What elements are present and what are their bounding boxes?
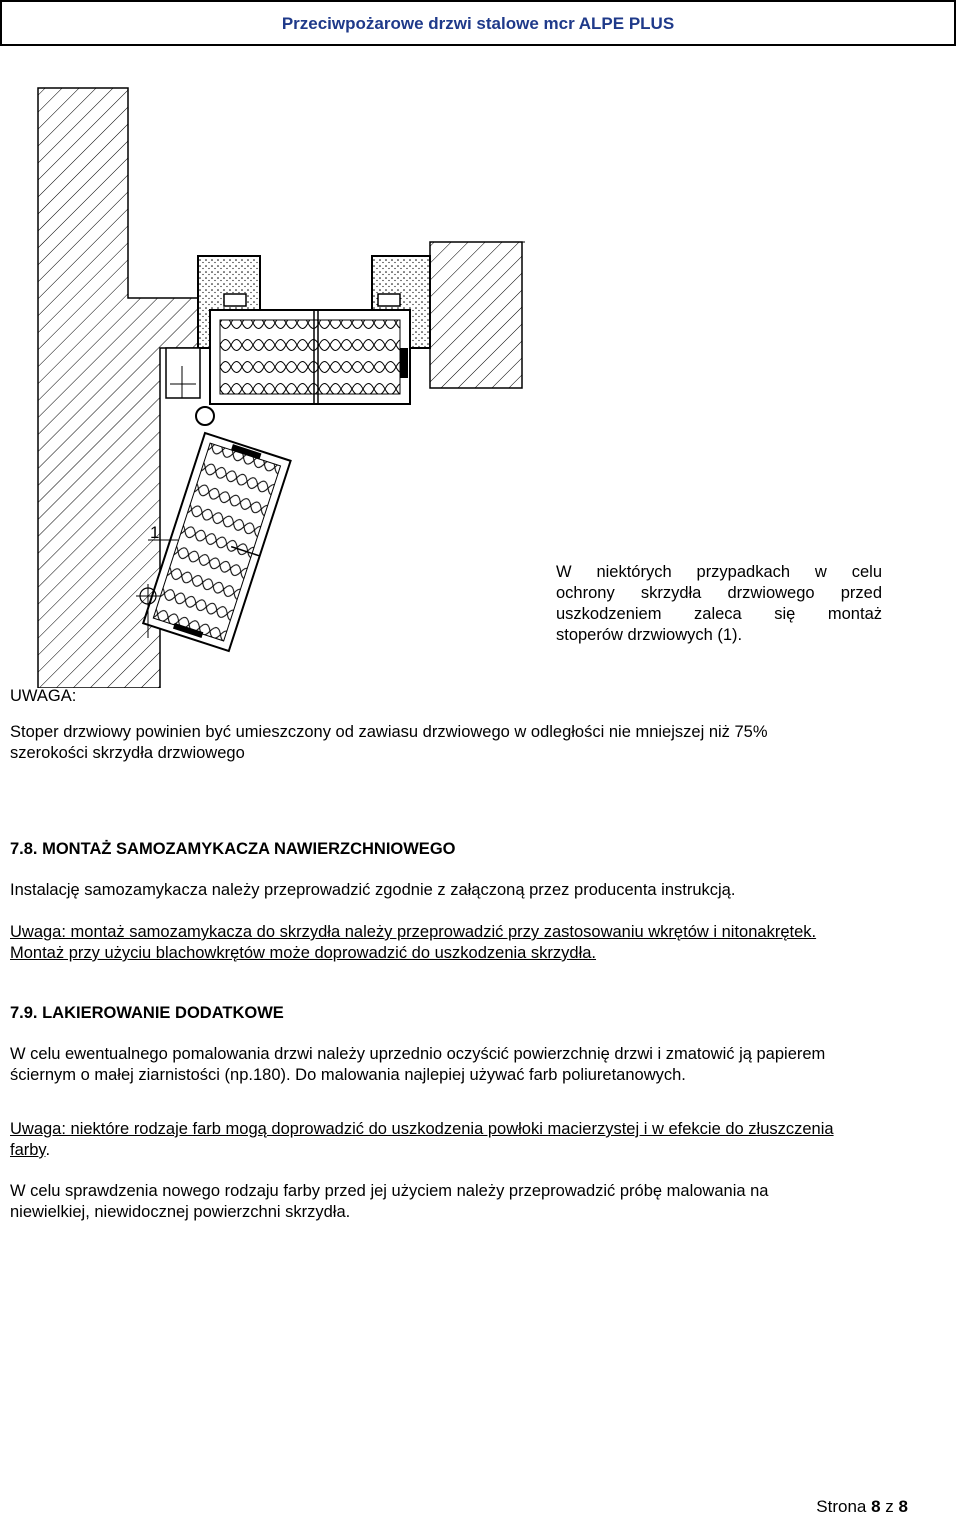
current-page: 8 <box>871 1497 881 1516</box>
page-header <box>0 0 956 46</box>
side-note-line: W niektórych przypadkach w celu <box>556 563 882 581</box>
side-note-line: uszkodzeniem zaleca się montaż <box>556 605 882 623</box>
open-leaf <box>143 433 290 651</box>
page-prefix: Strona <box>816 1497 872 1516</box>
section-7-9-check-line: W celu sprawdzenia nowego rodzaju farby przed jej użyciem należy przeprowadzić próbę malowania na <box>10 1182 769 1200</box>
page-sep: z <box>880 1497 899 1516</box>
section-7-9-note-period: . <box>45 1141 51 1159</box>
right-wall <box>430 242 522 388</box>
section-7-9-text-line: ściernym o małej ziarnistości (np.180). Do malowania najlepiej używać farb poliuretanowych. <box>10 1066 686 1084</box>
section-7-9-note-word: farby <box>10 1141 46 1159</box>
warning-text-line: Stoper drzwiowy powinien być umieszczony od zawiasu drzwiowego w odległości nie mniejszej niż 75% <box>10 723 768 741</box>
total-pages: 8 <box>898 1497 908 1516</box>
side-note-line: stoperów drzwiowych (1). <box>556 626 743 644</box>
document-title: Przeciwpożarowe drzwi stalowe mcr ALPE PLUS <box>281 14 675 33</box>
section-7-8-note-line: Uwaga: montaż samozamykacza do skrzydła należy przeprowadzić przy zastosowaniu wkrętów i nitonakrętek. <box>10 923 817 941</box>
section-7-9-text-line: W celu ewentualnego pomalowania drzwi należy uprzednio oczyścić powierzchnię drzwi i zmatowić ją papierem <box>10 1045 826 1063</box>
section-7-8-text: Instalację samozamykacza należy przeprowadzić zgodnie z załączoną przez producenta instrukcją. <box>10 881 736 899</box>
warning-text-line: szerokości skrzydła drzwiowego <box>10 744 245 762</box>
side-note-line: ochrony skrzydła drzwiowego przed <box>556 584 882 602</box>
section-7-9-heading: 7.9. LAKIEROWANIE DODATKOWE <box>10 1004 284 1022</box>
hinge-plate <box>166 348 200 398</box>
section-7-9-note-line <box>10 1140 50 1161</box>
side-note <box>556 562 882 646</box>
section-7-9-note-line: Uwaga: niektóre rodzaje farb mogą doprowadzić do uszkodzenia powłoki macierzystej i w efekcie do złuszczenia <box>10 1120 834 1138</box>
warning-heading: UWAGA: <box>10 687 77 705</box>
page-number <box>816 1497 908 1517</box>
hinge-pin <box>196 407 214 425</box>
section-7-8-note-line: Montaż przy użyciu blachowkrętów może doprowadzić do uszkodzenia skrzydła. <box>10 944 597 962</box>
stopper-label: 1 <box>150 523 160 542</box>
section-7-9-check-line: niewielkiej, niewidocznej powierzchni skrzydła. <box>10 1203 351 1221</box>
section-7-8-heading: 7.8. MONTAŻ SAMOZAMYKACZA NAWIERZCHNIOWEGO <box>10 840 456 858</box>
